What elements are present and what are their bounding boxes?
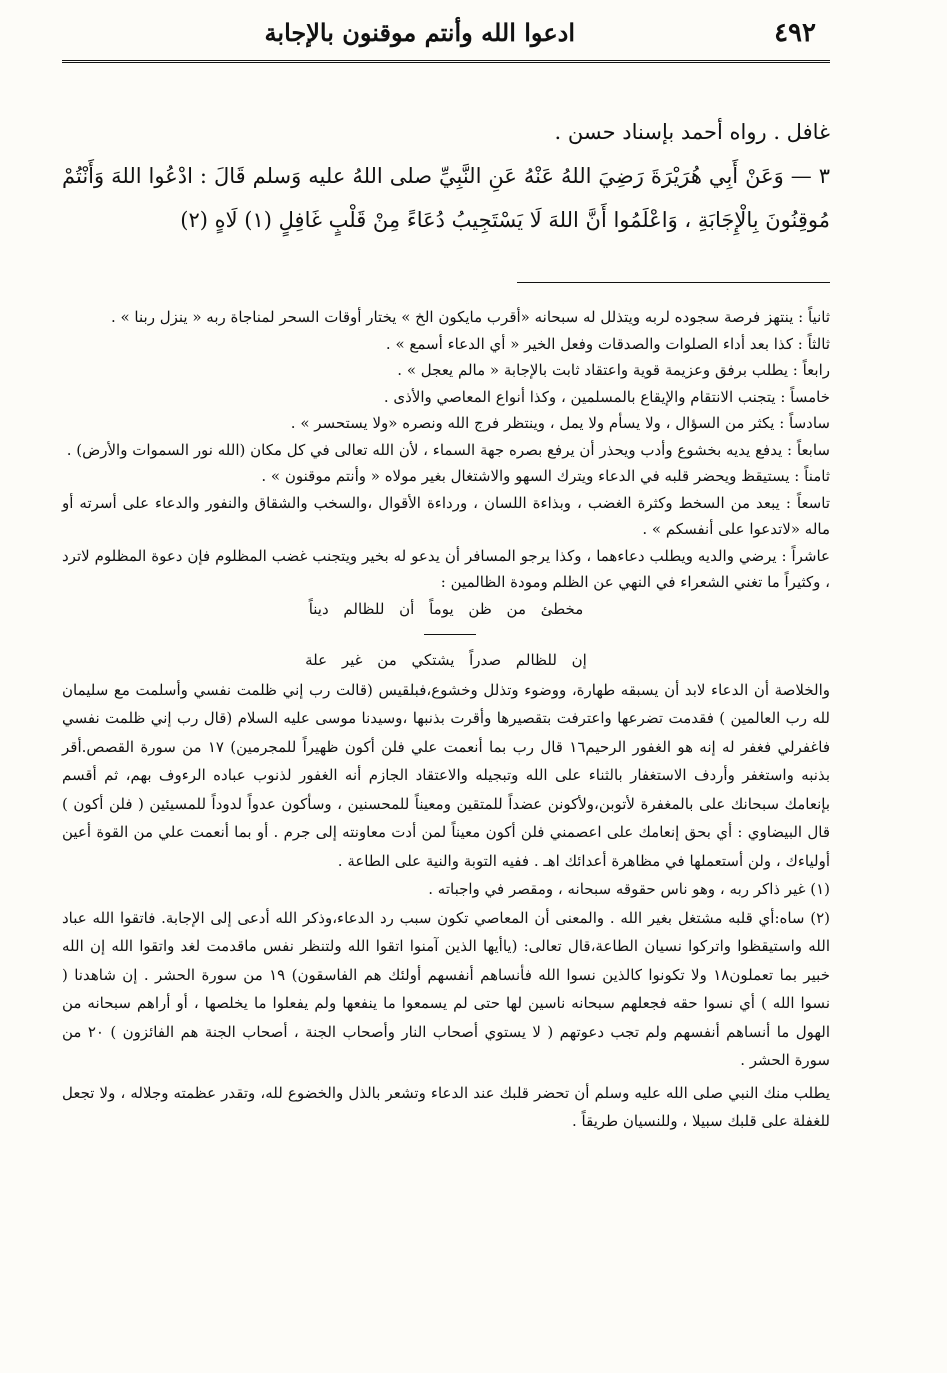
page-header	[62, 14, 830, 63]
note-item: رابعاً : يطلب برفق وعزيمة قوية واعتقاد ثابت بالإجابة « مالم يعجل » .	[397, 361, 830, 379]
note-item: عاشراً : يرضي والديه ويطلب دعاءهما ، وكذا يرجو المسافر أن يدعو له بخير ويتجنب غضب المظلوم فإن دعوة المظلوم لاترد ، وكثيراً ما تغني الشعراء في النهي عن الظلم ومودة الظالمين :	[62, 546, 830, 591]
poem-verse-2: إن للظالم صدراً يشتكي من غير علة	[305, 651, 587, 669]
note-item: سابعاً : يدفع يديه بخشوع وأدب ويحذر أن يرفع بصره جهة السماء ، لأن الله تعالى في كل مكان (الله نور السموات والأرض) .	[66, 440, 830, 459]
note-item: ثالثاً : كذا بعد أداء الصلوات والصدقات وفعل الخير « أي الدعاء أسمع » .	[385, 334, 830, 353]
main-footnote-separator	[517, 282, 830, 283]
commentary	[62, 304, 830, 1136]
footnotes	[62, 875, 830, 1075]
closing-section	[62, 1079, 830, 1136]
hadith-section	[62, 110, 830, 242]
note-item: ثامناً : يستيقظ ويحضر قلبه في الدعاء ويترك السهو والاشتغال بغير مولاه « وأنتم موقنون » .	[261, 467, 830, 485]
footnote-1: (١) غير ذاكر ربه ، وهو ناس حقوقه سبحانه ، ومقصر في واجباته .	[428, 880, 830, 898]
closing-text: يطلب منك النبي صلى الله عليه وسلم أن تحضر قلبك عند الدعاء وتشعر بالذل والخضوع لله، وتقدر عظمته وجلاله ، ولا تجعل للغفلة على قلبك سبيلا ، وللنسيان طريقاً .	[62, 1083, 830, 1130]
running-title: ادعوا الله وأنتم موقنون بالإجابة	[264, 18, 575, 47]
conclusion-text: والخلاصة أن الدعاء لابد أن يسبقه طهارة، ووضوء وتذلل وخشوع،فبلقيس (قالت رب إني ظلمت نفسي وأسلمت مع سليمان لله رب العالمين ) فقدمت تضرعها واعترفت بتقصيرها وأقرت بذنبها ،وسيدنا موسى عليه السلام (قال رب إني ظلمت نفسي فاغفرلي فغفر له إنه هو الغفور الرحيم١٦ قال رب بما أنعمت علي فلن أكون ظهيراً للمجرمين) ١٧ من سورة القصص.أقر بذنبه واستغفر وأردف الاستغفار بالثناء على الله وتبجيله والاعتقاد الجازم أنه الغفور لذنوب عباده الرءوف بهم، ثم أقسم بإنعامك سبحانك على بالمغفرة لأتوبن،ولأكونن عضداً للمتقين ومعيناً للمحسنين ، وسأكون عدواً لدوداً للمسيئين ( فلن أكون ) قال البيضاوي : أي بحق إنعامك على اعصمني فلن أكون معيناً لمن أدت معاونته إلى جرم . أو بما أنعمت علي من القوة أعين أولياءك ، ولن أستعملها في مظاهرة أعدائك اهـ . ففيه التوبة والنية على الطاعة .	[62, 680, 830, 870]
hadith-text: ٣ — وَعَنْ أَبِي هُرَيْرَةَ رَضِيَ اللهُ عَنْهُ عَنِ النَّبِيِّ صلى اللهُ عليه وَسلم قَالَ : ادْعُوا اللهَ وَأَنْتُمْ مُوقِنُونَ بِالْإِجَابَةِ ، وَاعْلَمُوا أَنَّ اللهَ لَا يَسْتَجِيبُ دُعَاءً مِنْ قَلْبٍ غَافِلٍ (١) لَاهٍ (٢)	[62, 164, 830, 232]
note-item: تاسعاً : يبعد من السخط وكثرة الغضب ، وبذاءة اللسان ، ورداءة الأقوال ،والسخب والشقاق والنفور والدعاء على أسرته أو ماله «لاتدعوا على أنفسكم » .	[62, 493, 830, 538]
conclusion-section	[62, 676, 830, 876]
note-item: ثانياً : ينتهز فرصة سجوده لربه ويتذلل له سبحانه «أقرب مايكون الخ » يختار أوقات السحر لمناجاة ربه « ينزل ربنا » .	[110, 308, 830, 326]
poem-verse-1: مخطئ من ظن يوماً أن للظالم ديناً	[308, 599, 584, 618]
note-item: سادساً : يكثر من السؤال ، ولا يسأم ولا يمل ، وينتظر فرج الله ونصره «ولا يستحسر » .	[290, 414, 830, 432]
hadith-intro: غافل . رواه أحمد بإسناد حسن .	[554, 120, 830, 144]
book-page	[62, 14, 830, 1359]
page-number: ٤٩٢	[774, 18, 816, 48]
verse-divider	[424, 634, 476, 635]
footnote-2: (٢) ساه:أي قلبه مشتغل بغير الله . والمعنى أن المعاصي تكون سبب رد الدعاء،وذكر الله أدعى إلى الإجابة. فاتقوا الله عباد الله واستيقظوا واتركوا نسيان الطاعة،قال تعالى: (ياأيها الذين آمنوا اتقوا الله ولتنظر نفس ماقدمت لغد واتقوا الله إن الله خبير بما تعملون١٨ ولا تكونوا كالذين نسوا الله فأنساهم أنفسهم أولئك هم الفاسقون) ١٩ من سورة الحشر . إن شاهدنا ( نسوا الله ) أي نسوا حقه فجعلهم سبحانه ناسين لها حتى لم يسمعوا ما ينفعها ولم يفعلوا ما يخلصها ، أو أراهم سبحانه من الهول ما أنساهم أنفسهم ولم تجب دعوتهم ( لا يستوي أصحاب النار وأصحاب الجنة ، أصحاب الجنة هم الفائزون ) ٢٠ من سورة الحشر .	[62, 908, 831, 1069]
note-item: خامساً : يتجنب الانتقام والإيقاع بالمسلمين ، وكذا أنواع المعاصي والأذى .	[383, 387, 830, 406]
